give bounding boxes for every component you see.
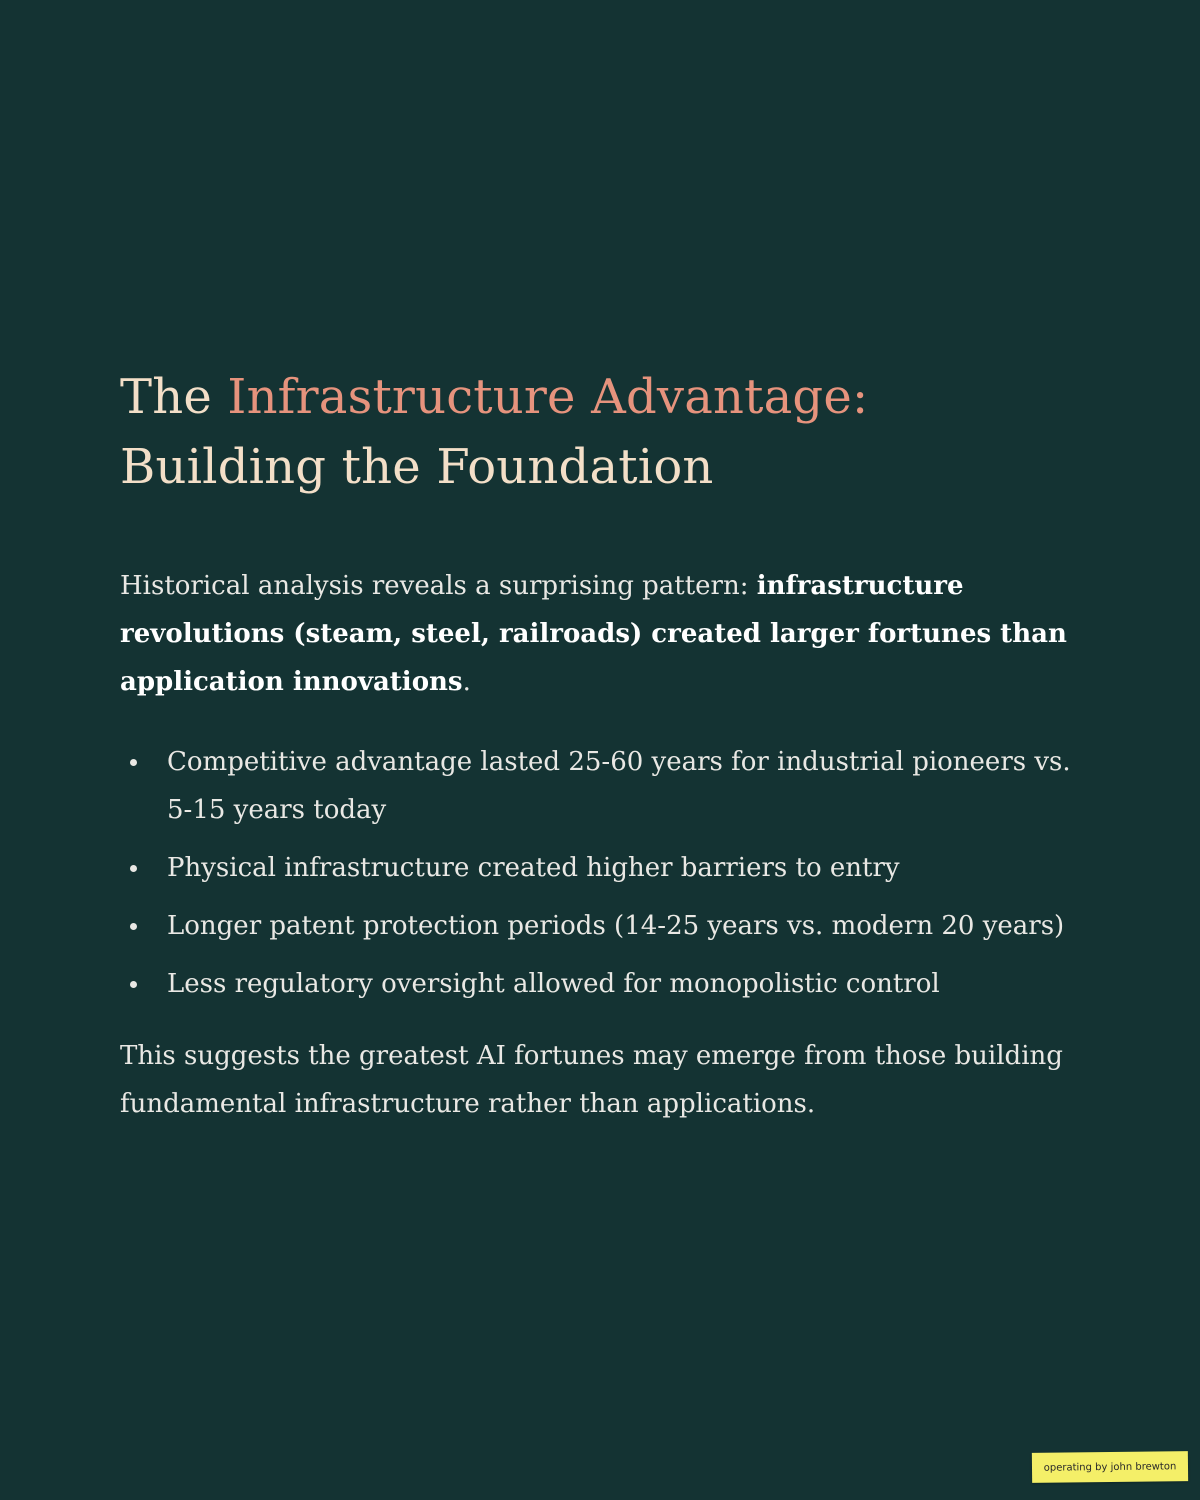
bullet-list (120, 738, 1080, 1008)
author-tag: operating by john brewton (1032, 1451, 1188, 1483)
title-line-2: Building the Foundation (120, 439, 714, 495)
list-item-text: Longer patent protection periods (14-25 years vs. modern 20 years) (167, 911, 1065, 941)
bullet-icon (130, 759, 137, 766)
list-item (120, 844, 1080, 892)
list-item-text: Less regulatory oversight allowed for monopolistic control (167, 969, 940, 999)
intro-paragraph (120, 562, 1080, 706)
title-accent: Infrastructure Advantage: (227, 369, 869, 425)
bullet-icon (130, 981, 137, 988)
intro-tail: . (462, 667, 471, 697)
bullet-icon (130, 865, 137, 872)
closing-paragraph: This suggests the greatest AI fortunes may emerge from those building fundamental infrastructure rather than applications. (120, 1041, 1063, 1119)
list-item (120, 960, 1080, 1008)
intro-bold: infrastructure revolutions (steam, steel, railroads) created larger fortunes than application innovations (120, 571, 1067, 697)
intro-lead: Historical analysis reveals a surprising pattern: (120, 571, 757, 601)
list-item-text: Competitive advantage lasted 25-60 years for industrial pioneers vs. 5-15 years today (167, 747, 1071, 825)
slide-content (120, 362, 1080, 1128)
title-prefix: The (120, 369, 228, 425)
list-item (120, 902, 1080, 950)
bullet-icon (130, 923, 137, 930)
list-item (120, 738, 1080, 834)
page-title (120, 362, 1080, 502)
list-item-text: Physical infrastructure created higher barriers to entry (167, 853, 900, 883)
